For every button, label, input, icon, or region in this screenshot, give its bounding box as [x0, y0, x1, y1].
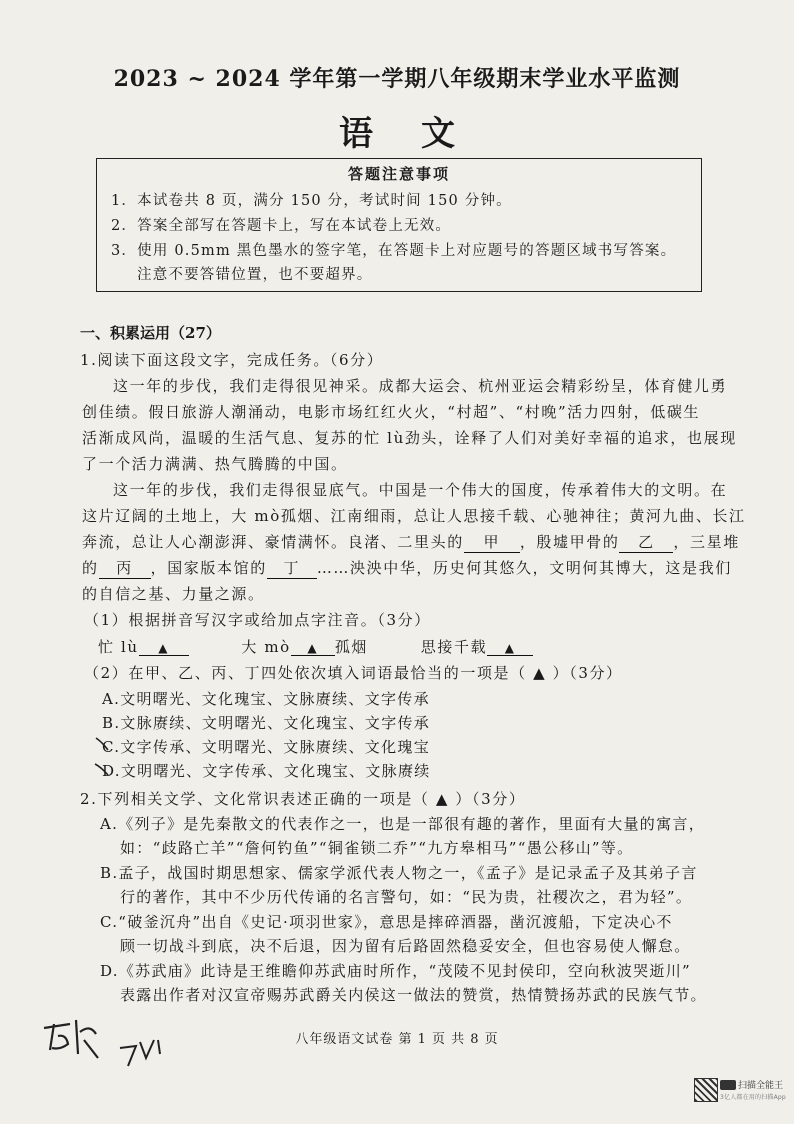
notice-item: 注意不要答错位置，也不要超界。 [137, 267, 373, 283]
passage-line: 活渐成风尚，温暖的生活气息、复苏的忙 lù劲头，诠释了人们对美好幸福的追求，也展现 [82, 429, 737, 447]
q2-option-a-line1: A.《列子》是先秦散文的代表作之一，也是一部很有趣的著作，里面有大量的寓言， [100, 815, 706, 833]
q2-option-d-line2: 表露出作者对汉宣帝赐苏武爵关内侯这一做法的赞赏，热情赞扬苏武的民族气节。 [120, 986, 707, 1004]
q2-option-d-line1: D.《苏武庙》此诗是王维瞻仰苏武庙时所作，“茂陵不见封侯印，空向秋波哭逝川” [100, 962, 691, 980]
notice-item: 3．使用 0.5mm 黑色墨水的签字笔，在答题卡上对应题号的答题区域书写答案。 [111, 243, 677, 259]
section-heading: 一、积累运用（27） [80, 324, 221, 342]
passage-line: 这片辽阔的土地上，大 mò孤烟、江南细雨，总让人思接千载、心驰神往；黄河九曲、长江 [82, 507, 746, 525]
option-c: C.文字传承、文明曙光、文脉赓续、文化瑰宝 [102, 738, 431, 756]
q2-option-a-line2: 如：“歧路亡羊”“詹何钓鱼”“铜雀锁二乔”“九方皋相马”“愚公移山”等。 [120, 839, 634, 857]
passage-line [82, 557, 732, 579]
pen-mark-icon [94, 758, 110, 778]
pen-mark-icon [94, 734, 110, 754]
exam-title: 2023 ~ 2024 学年第一学期八年级期末学业水平监测 [113, 66, 681, 92]
passage-line: 的自信之基、力量之源。 [82, 585, 265, 603]
pinyin-item: 大 mò [241, 638, 291, 656]
notice-box [96, 158, 702, 292]
subquestion-2-stem: （2）在甲、乙、丙、丁四处依次填入词语最恰当的一项是（ ▲ ）（3分） [84, 664, 623, 682]
passage-text: 的 [82, 559, 99, 577]
q2-option-b-line2: 行的著作，其中不少历代传诵的名言警句，如：“民为贵，社稷次之，君为轻”。 [120, 888, 693, 906]
notice-item: 2．答案全部写在答题卡上，写在本试卷上无效。 [111, 218, 452, 234]
passage-text: 奔流，总让人心潮澎湃、豪情满怀。良渚、二里头的 [82, 533, 464, 551]
question-2-stem: 2.下列相关文学、文化常识表述正确的一项是（ ▲ ）（3分） [80, 790, 526, 808]
blank-bing: 丙 [99, 557, 151, 579]
q2-option-b-line1: B.孟子，战国时期思想家、儒家学派代表人物之一，《孟子》是记录孟子及其弟子言 [100, 864, 698, 882]
subquestion-1-stem: （1）根据拼音写汉字或给加点字注音。（3分） [84, 611, 431, 629]
answer-blank: ▲ [139, 641, 189, 656]
passage-text: ，三星堆 [673, 533, 740, 551]
scanner-watermark [694, 1078, 784, 1110]
answer-blank: ▲ [487, 641, 533, 656]
q2-option-c-line2: 顾一切战斗到底，决不后退，因为留有后路固然稳妥安全，但也容易使人懈怠。 [120, 937, 691, 955]
notice-title: 答题注意事项 [347, 165, 450, 183]
passage-line: 创佳绩。假日旅游人潮涌动，电影市场红红火火，“村超”、“村晚”活力四射，低碳生 [82, 403, 701, 421]
passage-line: 了一个活力满满、热气腾腾的中国。 [82, 455, 348, 473]
page-footer: 八年级语文试卷 第 1 页 共 8 页 [295, 1032, 499, 1047]
passage-line [82, 531, 740, 553]
option-a: A.文明曙光、文化瑰宝、文脉赓续、文字传承 [102, 690, 430, 708]
q2-option-c-line1: C.“破釜沉舟”出自《史记·项羽世家》，意思是摔碎酒器，凿沉渡船，下定决心不 [100, 913, 673, 931]
question-1-stem: 1.阅读下面这段文字，完成任务。（6分） [80, 351, 384, 369]
blank-ding: 丁 [267, 557, 317, 579]
pinyin-item: 思接千载 [420, 638, 488, 656]
scanner-sublabel: 3亿人都在用的扫描App [720, 1094, 786, 1101]
pinyin-items [98, 636, 533, 657]
option-b: B.文脉赓续、文明曙光、文化瑰宝、文字传承 [102, 714, 431, 732]
answer-blank: ▲ [291, 641, 335, 656]
option-d: D.文明曙光、文字传承、文化瑰宝、文脉赓续 [102, 762, 431, 780]
scanner-label: 扫描全能王 [738, 1081, 784, 1091]
pinyin-item: 忙 lù [98, 638, 139, 656]
subject-title: 语文 [339, 114, 503, 154]
passage-line: 这一年的步伐，我们走得很见神采。成都大运会、杭州亚运会精彩纷呈，体育健儿勇 [113, 377, 728, 395]
qr-code-icon [694, 1078, 718, 1102]
blank-jia: 甲 [464, 531, 520, 553]
passage-line: 这一年的步伐，我们走得很显底气。中国是一个伟大的国度，传承着伟大的文明。在 [113, 481, 728, 499]
passage-text: ，殷墟甲骨的 [519, 533, 620, 551]
passage-text: ……泱泱中华，历史何其悠久，文明何其博大，这是我们 [316, 559, 732, 577]
blank-yi: 乙 [619, 531, 673, 553]
passage-text: ，国家版本馆的 [150, 559, 267, 577]
scanner-logo-icon [720, 1080, 736, 1090]
pinyin-item: 孤烟 [334, 638, 369, 656]
notice-item: 1．本试卷共 8 页，满分 150 分，考试时间 150 分钟。 [111, 193, 512, 209]
